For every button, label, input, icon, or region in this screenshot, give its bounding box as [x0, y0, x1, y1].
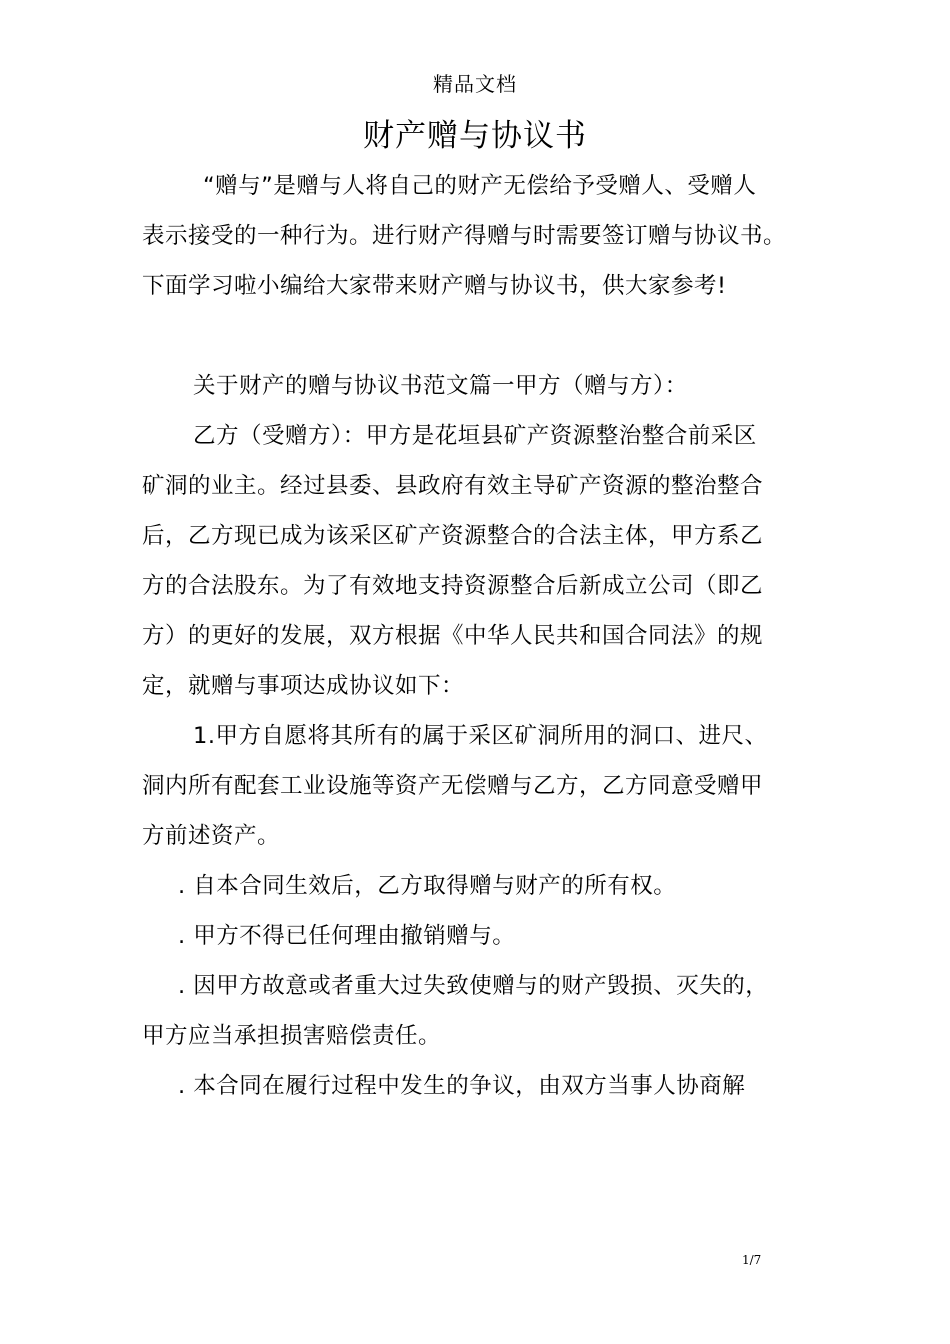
- body-line-4: 方的合法股东。为了有效地支持资源整合后新成立公司（即乙: [142, 573, 764, 599]
- clause-5-line-1: . 本合同在履行过程中发生的争议，由双方当事人协商解: [178, 1073, 746, 1099]
- document-title: 财产赠与协议书: [363, 118, 587, 154]
- intro-line-2: 表示接受的一种行为。进行财产得赠与时需要签订赠与协议书。: [142, 223, 787, 249]
- clause-1-line-1: 1.甲方自愿将其所有的属于采区矿洞所用的洞口、进尺、: [193, 723, 768, 749]
- clause-1-line-3: 方前述资产。: [142, 823, 281, 849]
- clause-1-line-2: 洞内所有配套工业设施等资产无偿赠与乙方，乙方同意受赠甲: [142, 773, 764, 799]
- clause-2: . 自本合同生效后，乙方取得赠与财产的所有权。: [178, 873, 677, 899]
- section-heading: 关于财产的赠与协议书范文篇一甲方（赠与方）：: [193, 373, 688, 399]
- page-header: 精品文档: [433, 72, 517, 96]
- clause-4-line-1: . 因甲方故意或者重大过失致使赠与的财产毁损、灭失的，: [178, 973, 769, 999]
- intro-line-1: “赠与”是赠与人将自己的财产无偿给予受赠人、受赠人: [203, 173, 757, 199]
- clause-4-line-2: 甲方应当承担损害赔偿责任。: [142, 1023, 442, 1049]
- intro-line-3: 下面学习啦小编给大家带来财产赠与协议书，供大家参考!: [142, 273, 727, 299]
- body-line-5: 方）的更好的发展，双方根据《中华人民共和国合同法》的规: [142, 623, 764, 649]
- body-line-1: 乙方（受赠方）：甲方是花垣县矿产资源整治整合前采区: [193, 423, 757, 449]
- body-line-2: 矿洞的业主。经过县委、县政府有效主导矿产资源的整治整合: [142, 473, 764, 499]
- body-line-6: 定，就赠与事项达成协议如下：: [142, 673, 465, 699]
- clause-3: . 甲方不得已任何理由撤销赠与。: [178, 923, 516, 949]
- body-line-3: 后，乙方现已成为该采区矿产资源整合的合法主体，甲方系乙: [142, 523, 764, 549]
- page-number: 1/7: [742, 1253, 762, 1267]
